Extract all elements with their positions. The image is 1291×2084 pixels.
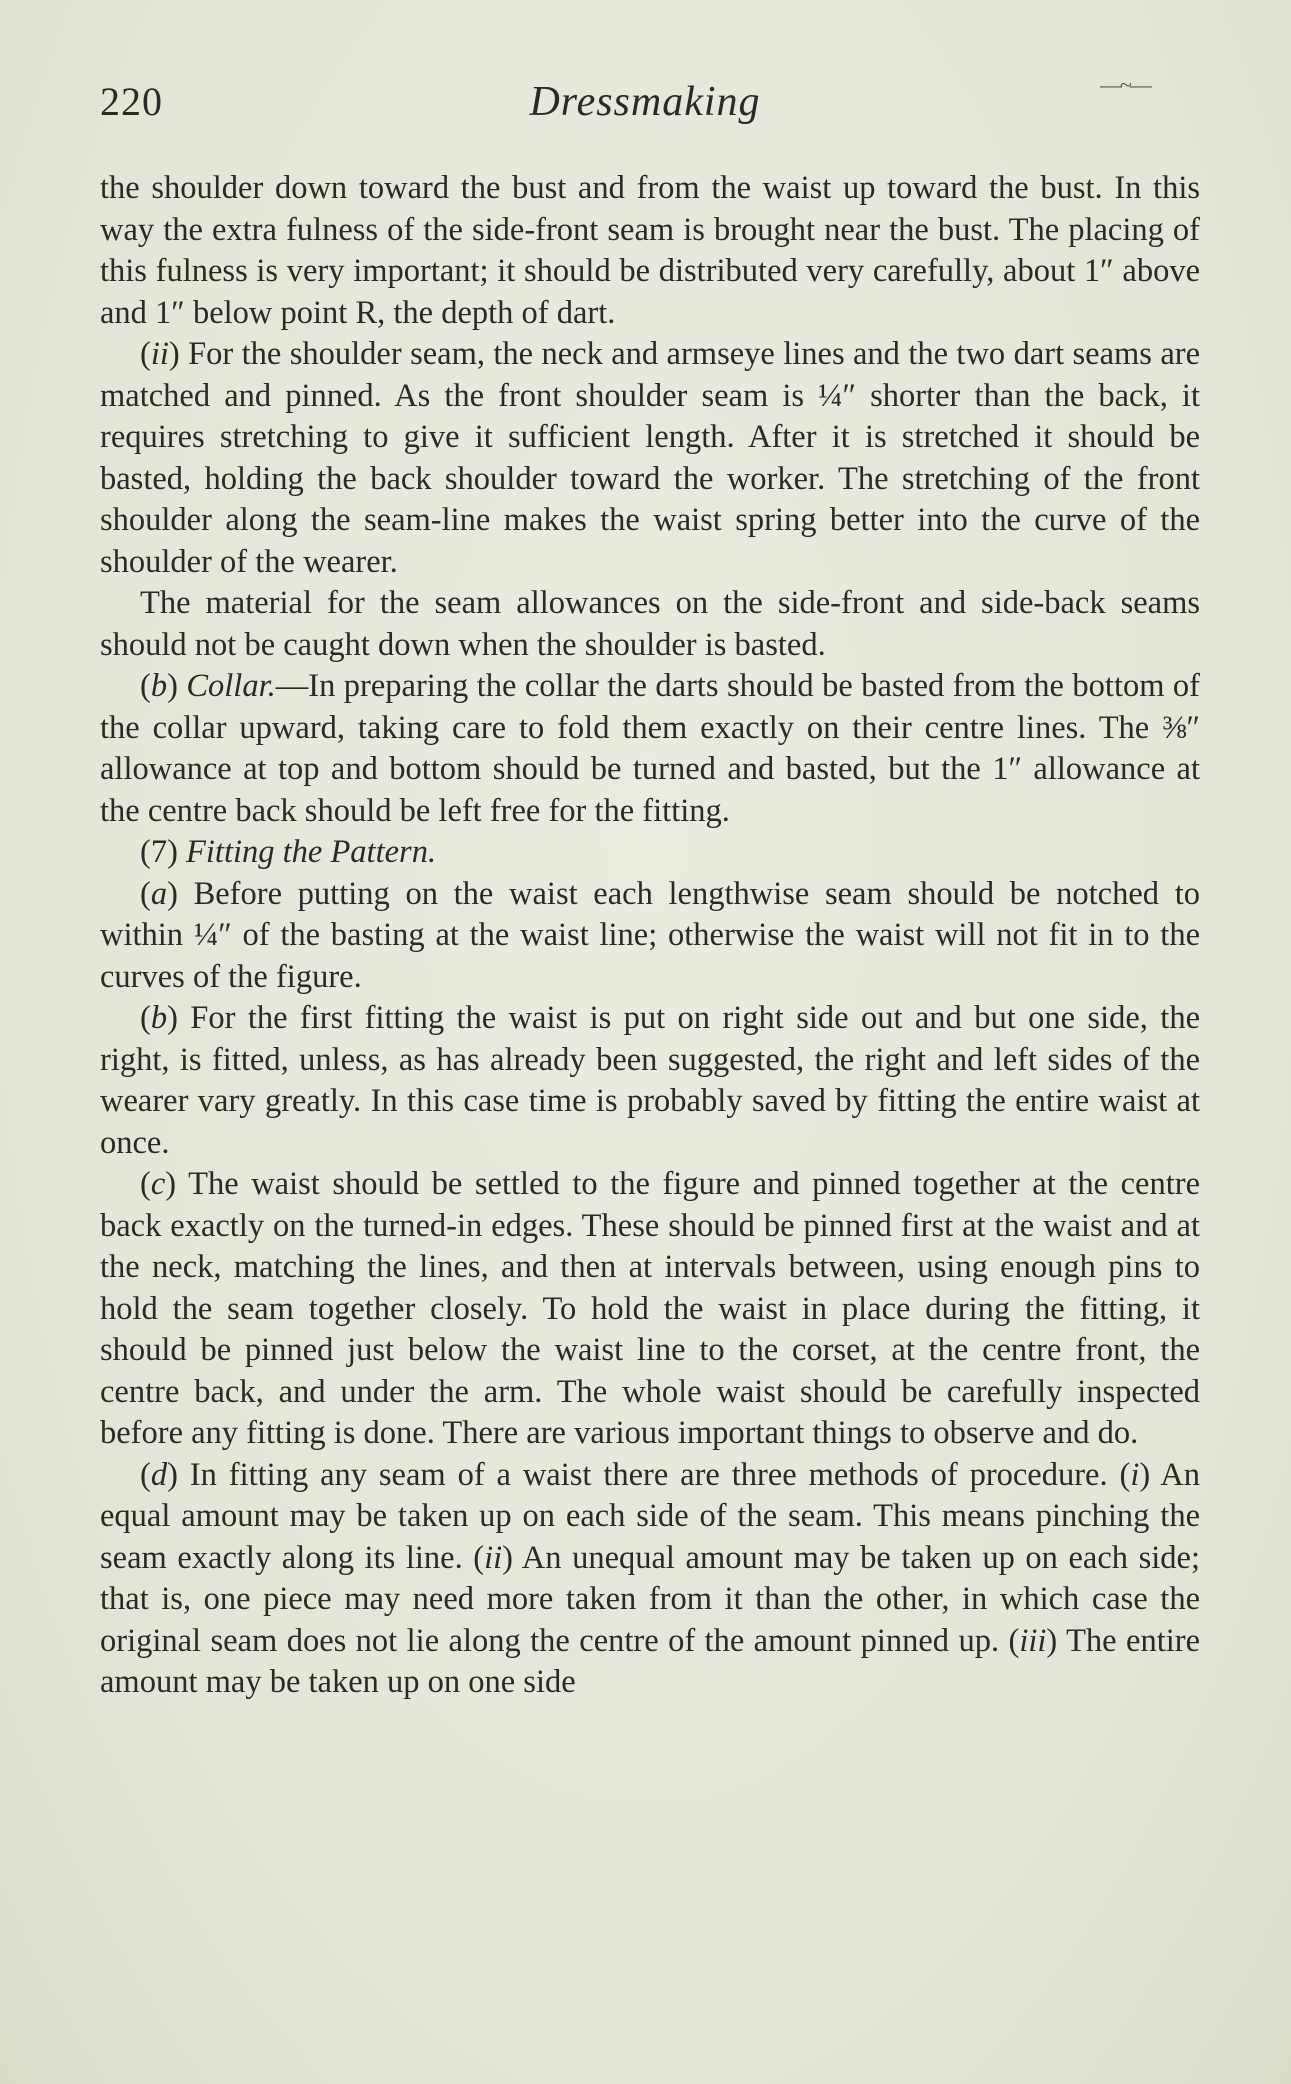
text-run: ) An equal amount may be taken up on each side of the seam. This means pinching the seam exactly along its line. ( [100,1456,1200,1576]
text-run: ) [167,668,187,704]
paragraph [100,874,1200,999]
italic-run: a [150,875,168,912]
paragraph [100,1164,1200,1455]
text-run: ( [140,875,151,912]
italic-run: ii [484,1539,503,1576]
text-run: ) The waist should be settled to the figure and pinned together at the centre back exactly on the turned-in edges. These should be pinned first at the waist and at the neck, matching the lines, and then at intervals between, using enough pins to hold the seam together closely. To hold the waist in place during the fitting, it should be pinned just below the waist line to the corset, at the centre front, the centre back, and under the arm. The whole waist should be carefully inspected before any fitting is done. There are various important things to observe and do. [100,1166,1200,1451]
italic-run: i [1130,1456,1140,1493]
text-run: ) For the first fitting the waist is put on right side out and but one side, the right, is fitted, unless, as has already been suggested, the right and left sides of the wearer vary greatly. In this case time is probably saved by fitting the entire waist at once. [100,1000,1200,1161]
text-run: The material for the seam allowances on the side-front and side-back seams should not be caught down when the shoulder is basted. [100,585,1200,663]
italic-run: ii [150,336,169,372]
text-run: ( [140,1166,151,1202]
italic-run: b [150,668,168,704]
paragraph [100,998,1200,1164]
body-text [100,168,1200,1704]
italic-run: Collar. [186,668,276,704]
text-run: ) An unequal amount may be taken up on each side; that is, one piece may need more taken from it than the other, in which case the original seam does not lie along the centre of the amount pinned up. ( [100,1539,1200,1659]
italic-run: iii [1019,1622,1047,1659]
running-title: Dressmaking [529,79,761,125]
text-run: ( [140,1000,151,1036]
page-header [100,78,1190,138]
text-run: ) The entire amount may be taken up on one side [100,1622,1201,1700]
paragraph [100,666,1200,832]
text-run: ) In fitting any seam of a waist there are three methods of procedure. ( [167,1456,1131,1493]
paragraph [100,832,1200,874]
italic-run: d [150,1456,168,1493]
paragraph [100,334,1200,583]
italic-run: c [150,1166,166,1202]
paragraph [100,168,1200,334]
italic-run: b [150,1000,168,1036]
header-ornament: —~— [1100,78,1150,92]
text-run: ( [140,336,151,372]
text-run: the shoulder down toward the bust and from the waist up toward the bust. In this way the extra fulness of the side-front seam is brought near the bust. The placing of this fulness is very important; it should be distributed very carefully, about 1″ above and 1″ below point R, the depth of dart. [100,170,1200,331]
text-run: —In preparing the collar the darts should be basted from the bottom of the collar upward, taking care to fold them exactly on their centre lines. The ⅜″ allowance at top and bottom should be turned and basted, but the 1″ allowance at the centre back should be left free for the fitting. [100,668,1200,829]
page-number: 220 [100,79,163,124]
italic-run: Fitting the Pattern. [186,834,437,870]
text-run: ) For the shoulder seam, the neck and armseye lines and the two dart seams are matched and pinned. As the front shoulder seam is ¼″ shorter than the back, it requires stretching to give it sufficient length. After it is stretched it should be basted, holding the back shoulder toward the worker. The stretching of the front shoulder along the seam-line makes the waist spring better into the curve of the shoulder of the wearer. [100,336,1200,580]
text-run: ) Before putting on the waist each lengthwise seam should be notched to within ¼″ of the basting at the waist line; otherwise the waist will not fit in to the curves of the figure. [100,875,1200,995]
text-run: ( [140,668,151,704]
text-run: ( [140,1456,151,1493]
paragraph [100,1455,1200,1704]
text-run: (7) [140,834,187,870]
paragraph [100,583,1200,666]
